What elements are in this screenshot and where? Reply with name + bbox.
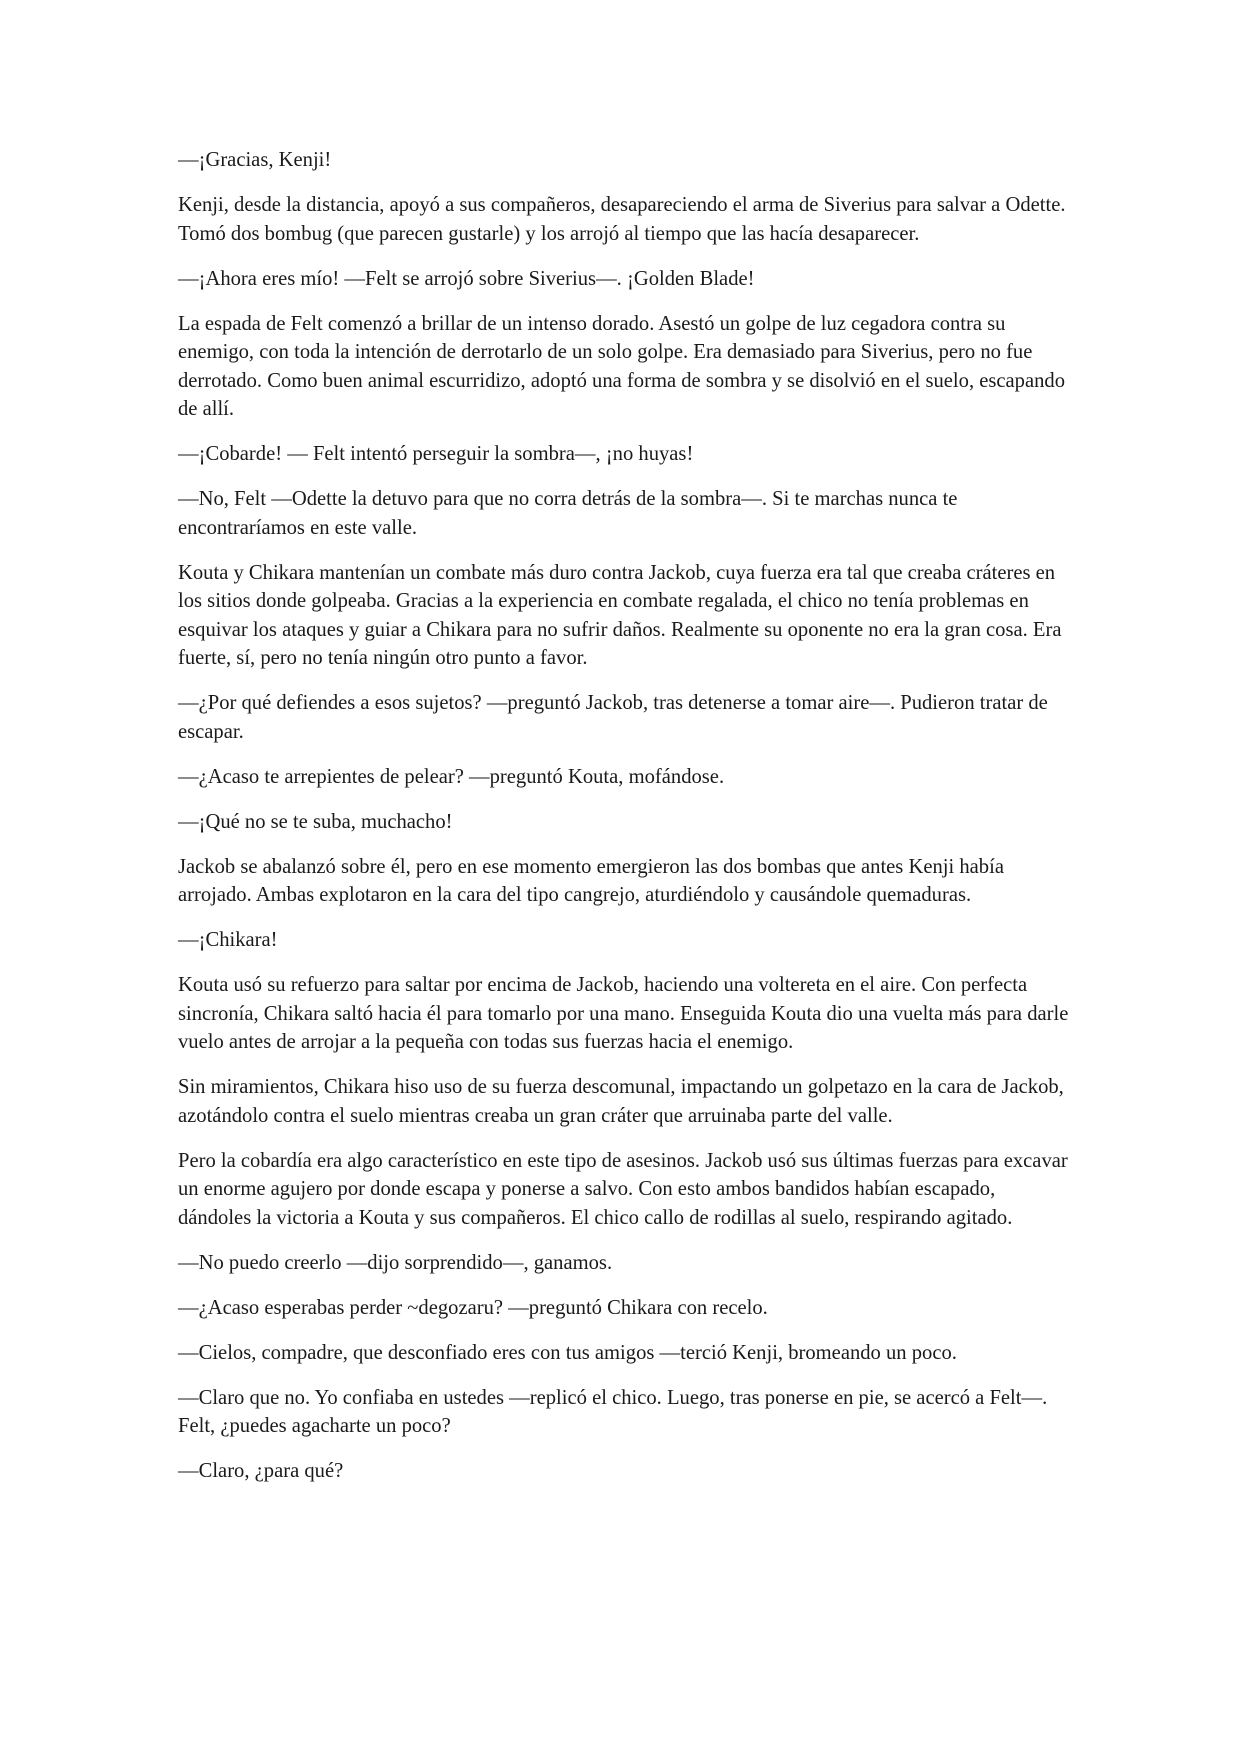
- paragraph: Sin miramientos, Chikara hiso uso de su fuerza descomunal, impactando un golpetazo en la cara de Jackob, azotándolo contra el suelo mientras creaba un gran cráter que arruinaba parte del valle.: [178, 1076, 1064, 1127]
- paragraph: —Claro, ¿para qué?: [178, 1460, 344, 1482]
- paragraph: —¡Cobarde! — Felt intentó perseguir la sombra—, ¡no huyas!: [178, 443, 694, 465]
- paragraph: Kouta y Chikara mantenían un combate más duro contra Jackob, cuya fuerza era tal que creaba cráteres en los sitios donde golpeaba. Gracias a la experiencia en combate regalada, el chico no tenía problemas en esquivar los ataques y guiar a Chikara para no sufrir daños. Realmente su oponente no era la gran cosa. Era fuerte, sí, pero no tenía ningún otro punto a favor.: [178, 561, 1062, 669]
- paragraph: —No, Felt —Odette la detuvo para que no corra detrás de la sombra—. Si te marchas nunca te encontraríamos en este valle.: [178, 488, 958, 539]
- paragraph: —¿Por qué defiendes a esos sujetos? —preguntó Jackob, tras detenerse a tomar aire—. Pudieron tratar de escapar.: [178, 692, 1048, 743]
- paragraph: —¡Ahora eres mío! —Felt se arrojó sobre Siverius—. ¡Golden Blade!: [178, 267, 755, 290]
- paragraph: La espada de Felt comenzó a brillar de un intenso dorado. Asestó un golpe de luz cegadora contra su enemigo, con toda la intención de derrotarlo de un solo golpe. Era demasiado para Siverius, pero no fue derrotado. Como buen animal escurridizo, adoptó una forma de sombra y se disolvió en el suelo, escapando de allí.: [178, 312, 1065, 420]
- paragraph: Pero la cobardía era algo característico en este tipo de asesinos. Jackob usó sus últimas fuerzas para excavar un enorme agujero por donde escapa y ponerse a salvo. Con esto ambos bandidos habían escapado, dándoles la victoria a Kouta y sus compañeros. El chico callo de rodillas al suelo, respirando agitado.: [178, 1149, 1068, 1229]
- paragraph: —¿Acaso te arrepientes de pelear? —preguntó Kouta, mofándose.: [178, 765, 725, 788]
- paragraph: —¡Qué no se te suba, muchacho!: [178, 810, 453, 833]
- paragraph: —¡Chikara!: [178, 929, 278, 951]
- paragraph: Jackob se abalanzó sobre él, pero en ese momento emergieron las dos bombas que antes Kenji había arrojado. Ambas explotaron en la cara del tipo cangrejo, aturdiéndolo y causándole quemaduras.: [178, 855, 1004, 906]
- paragraph: Kenji, desde la distancia, apoyó a sus compañeros, desapareciendo el arma de Siverius para salvar a Odette. Tomó dos bombug (que parecen gustarle) y los arrojó al tiempo que las hacía desaparecer.: [178, 194, 1066, 245]
- paragraph: —Claro que no. Yo confiaba en ustedes —replicó el chico. Luego, tras ponerse en pie, se acercó a Felt—. Felt, ¿puedes agacharte un poco?: [178, 1386, 1048, 1437]
- paragraph: —No puedo creerlo —dijo sorprendido—, ganamos.: [178, 1251, 613, 1274]
- body-text: [178, 146, 1073, 1502]
- paragraph: —¿Acaso esperabas perder ~degozaru? —preguntó Chikara con recelo.: [178, 1296, 768, 1319]
- paragraph: —Cielos, compadre, que desconfiado eres con tus amigos —terció Kenji, bromeando un poco.: [178, 1341, 957, 1364]
- paragraph: Kouta usó su refuerzo para saltar por encima de Jackob, haciendo una voltereta en el aire. Con perfecta sincronía, Chikara saltó hacia él para tomarlo por una mano. Enseguida Kouta dio una vuelta más para darle vuelo antes de arrojar a la pequeña con todas sus fuerzas hacia el enemigo.: [178, 974, 1069, 1053]
- paragraph: —¡Gracias, Kenji!: [178, 149, 332, 171]
